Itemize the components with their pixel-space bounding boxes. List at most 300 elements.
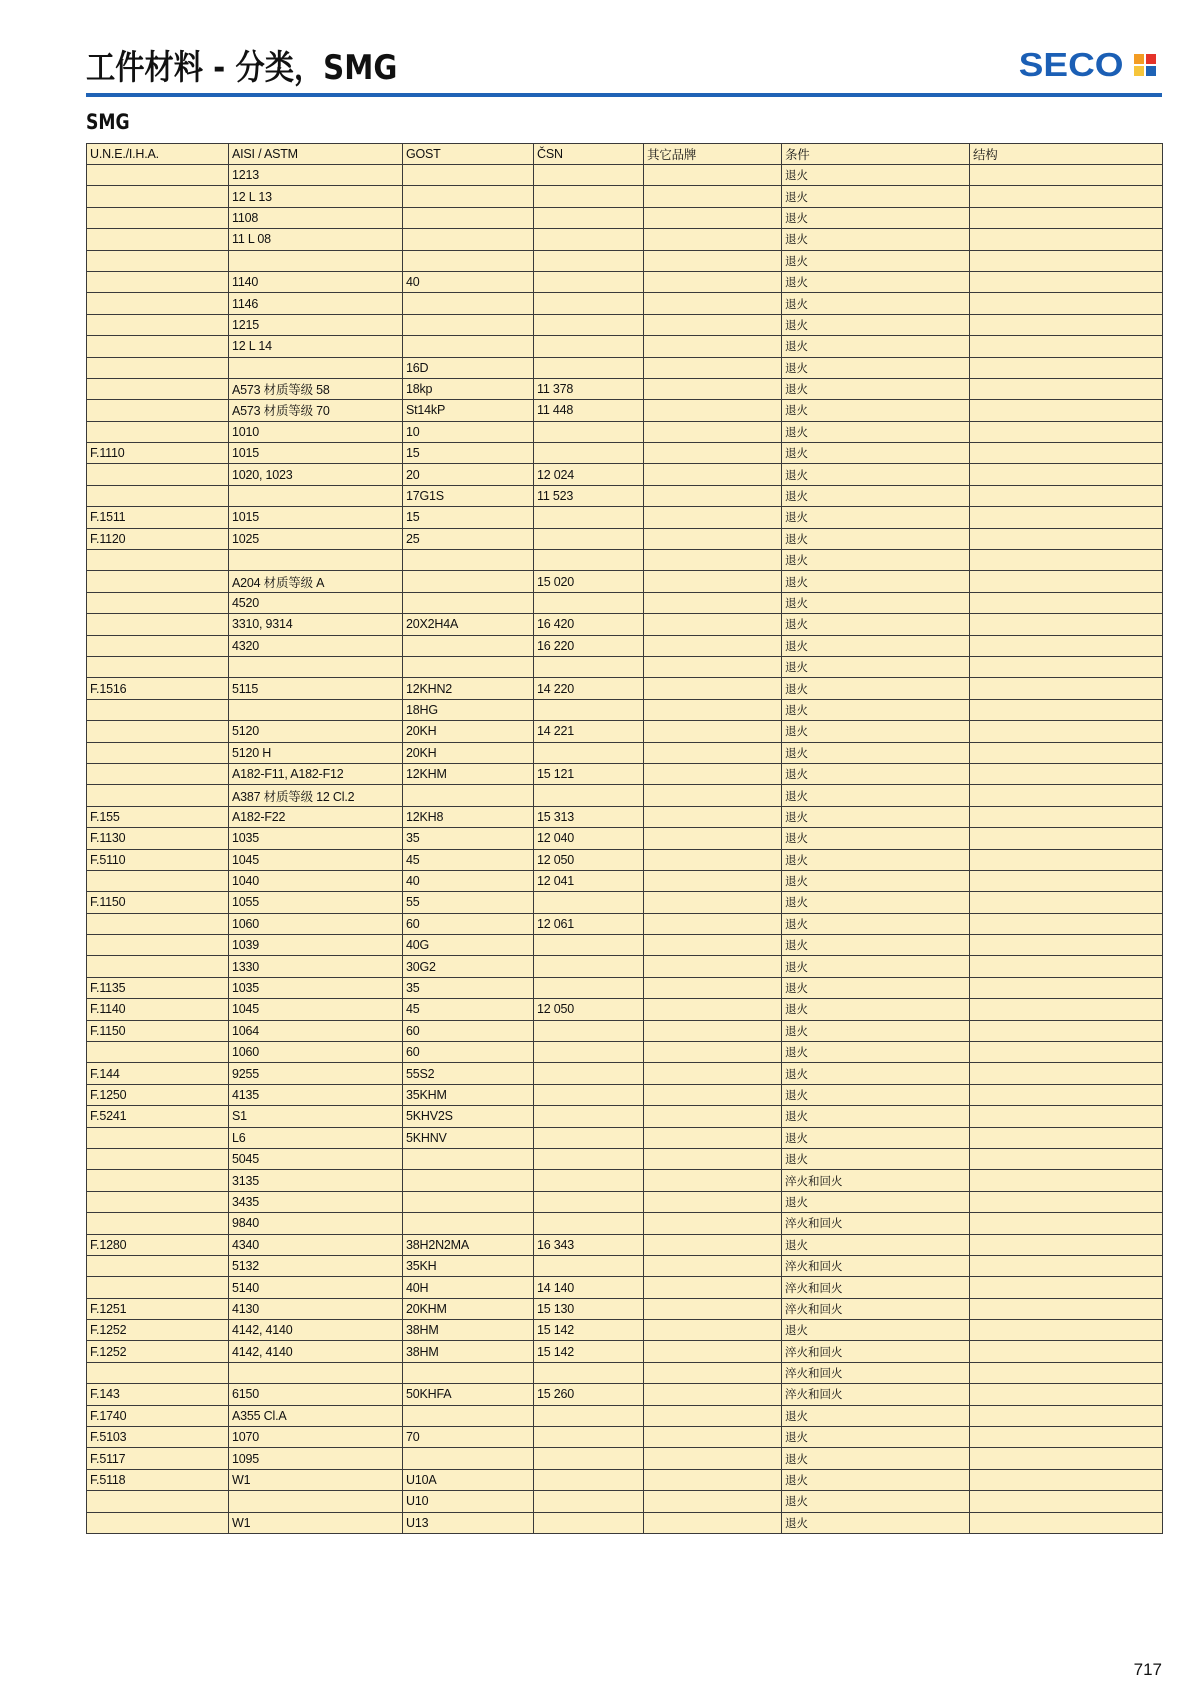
cell-structure bbox=[970, 485, 1163, 506]
cell-une-iha bbox=[87, 165, 229, 186]
cell-structure bbox=[970, 935, 1163, 956]
cell-aisi-astm: 3135 bbox=[229, 1170, 403, 1191]
cell-structure bbox=[970, 956, 1163, 977]
cell-condition: 退火 bbox=[782, 400, 970, 421]
cell-structure bbox=[970, 849, 1163, 870]
cell-gost: 20KH bbox=[403, 721, 534, 742]
cell-other-brand bbox=[644, 977, 782, 998]
table-row bbox=[87, 443, 1163, 464]
logo-mark-icon bbox=[1134, 54, 1156, 76]
cell-other-brand bbox=[644, 165, 782, 186]
cell-csn bbox=[534, 935, 644, 956]
table-row bbox=[87, 1491, 1163, 1512]
table-row bbox=[87, 721, 1163, 742]
cell-other-brand bbox=[644, 336, 782, 357]
cell-other-brand bbox=[644, 721, 782, 742]
cell-condition: 退火 bbox=[782, 678, 970, 699]
cell-une-iha bbox=[87, 400, 229, 421]
cell-other-brand bbox=[644, 528, 782, 549]
cell-condition: 退火 bbox=[782, 357, 970, 378]
cell-structure bbox=[970, 336, 1163, 357]
cell-condition: 退火 bbox=[782, 1491, 970, 1512]
cell-gost bbox=[403, 1170, 534, 1191]
cell-csn: 16 220 bbox=[534, 635, 644, 656]
cell-une-iha bbox=[87, 742, 229, 763]
cell-csn bbox=[534, 229, 644, 250]
cell-aisi-astm: 1040 bbox=[229, 870, 403, 891]
cell-condition: 退火 bbox=[782, 913, 970, 934]
cell-structure bbox=[970, 1491, 1163, 1512]
cell-other-brand bbox=[644, 400, 782, 421]
cell-structure bbox=[970, 1277, 1163, 1298]
cell-aisi-astm: 1140 bbox=[229, 271, 403, 292]
cell-csn bbox=[534, 1213, 644, 1234]
cell-gost bbox=[403, 785, 534, 806]
cell-csn bbox=[534, 1106, 644, 1127]
column-header-other-brand: 其它品牌 bbox=[644, 144, 782, 165]
cell-aisi-astm: 1010 bbox=[229, 421, 403, 442]
cell-aisi-astm: 1215 bbox=[229, 314, 403, 335]
cell-structure bbox=[970, 1191, 1163, 1212]
cell-condition: 退火 bbox=[782, 956, 970, 977]
cell-gost bbox=[403, 186, 534, 207]
cell-other-brand bbox=[644, 1213, 782, 1234]
table-row bbox=[87, 528, 1163, 549]
cell-other-brand bbox=[644, 1084, 782, 1105]
logo-square-3 bbox=[1134, 66, 1144, 76]
cell-csn bbox=[534, 699, 644, 720]
cell-csn bbox=[534, 186, 644, 207]
cell-csn bbox=[534, 207, 644, 228]
cell-structure bbox=[970, 1405, 1163, 1426]
cell-gost: 12KHN2 bbox=[403, 678, 534, 699]
cell-aisi-astm: 5045 bbox=[229, 1148, 403, 1169]
cell-une-iha bbox=[87, 1255, 229, 1276]
cell-other-brand bbox=[644, 742, 782, 763]
cell-gost bbox=[403, 1148, 534, 1169]
cell-csn bbox=[534, 421, 644, 442]
cell-aisi-astm: 3435 bbox=[229, 1191, 403, 1212]
cell-aisi-astm: 1064 bbox=[229, 1020, 403, 1041]
cell-structure bbox=[970, 592, 1163, 613]
cell-other-brand bbox=[644, 1191, 782, 1212]
cell-gost: 45 bbox=[403, 999, 534, 1020]
cell-gost bbox=[403, 635, 534, 656]
cell-structure bbox=[970, 977, 1163, 998]
cell-other-brand bbox=[644, 250, 782, 271]
table-row bbox=[87, 1255, 1163, 1276]
cell-csn bbox=[534, 977, 644, 998]
cell-structure bbox=[970, 1427, 1163, 1448]
cell-csn bbox=[534, 1405, 644, 1426]
cell-gost: 55 bbox=[403, 892, 534, 913]
cell-gost: 18HG bbox=[403, 699, 534, 720]
cell-une-iha bbox=[87, 207, 229, 228]
cell-csn bbox=[534, 1084, 644, 1105]
cell-structure bbox=[970, 678, 1163, 699]
cell-condition: 退火 bbox=[782, 785, 970, 806]
cell-aisi-astm: 4142, 4140 bbox=[229, 1341, 403, 1362]
cell-csn bbox=[534, 1448, 644, 1469]
cell-gost bbox=[403, 1191, 534, 1212]
column-header-condition: 条件 bbox=[782, 144, 970, 165]
cell-csn bbox=[534, 1063, 644, 1084]
cell-other-brand bbox=[644, 635, 782, 656]
cell-structure bbox=[970, 721, 1163, 742]
logo-square-1 bbox=[1134, 54, 1144, 64]
material-classification-table bbox=[86, 143, 1163, 1534]
table-row bbox=[87, 678, 1163, 699]
cell-aisi-astm: 1146 bbox=[229, 293, 403, 314]
cell-condition: 退火 bbox=[782, 550, 970, 571]
table-row bbox=[87, 656, 1163, 677]
cell-condition: 退火 bbox=[782, 250, 970, 271]
table-row bbox=[87, 892, 1163, 913]
cell-aisi-astm: 1039 bbox=[229, 935, 403, 956]
logo-text: SECO bbox=[1019, 46, 1124, 83]
cell-aisi-astm: 1020, 1023 bbox=[229, 464, 403, 485]
cell-aisi-astm: 1060 bbox=[229, 1042, 403, 1063]
cell-gost: 20KH bbox=[403, 742, 534, 763]
table-row bbox=[87, 1148, 1163, 1169]
cell-aisi-astm: S1 bbox=[229, 1106, 403, 1127]
cell-une-iha bbox=[87, 1277, 229, 1298]
cell-structure bbox=[970, 742, 1163, 763]
table-row bbox=[87, 1427, 1163, 1448]
cell-une-iha: F.1150 bbox=[87, 1020, 229, 1041]
cell-condition: 退火 bbox=[782, 443, 970, 464]
cell-condition: 淬火和回火 bbox=[782, 1341, 970, 1362]
cell-other-brand bbox=[644, 956, 782, 977]
cell-condition: 退火 bbox=[782, 1042, 970, 1063]
cell-une-iha: F.1120 bbox=[87, 528, 229, 549]
cell-gost: 38HM bbox=[403, 1320, 534, 1341]
cell-une-iha bbox=[87, 485, 229, 506]
cell-gost: 35KHM bbox=[403, 1084, 534, 1105]
cell-csn bbox=[534, 592, 644, 613]
cell-other-brand bbox=[644, 913, 782, 934]
cell-une-iha: F.144 bbox=[87, 1063, 229, 1084]
cell-une-iha bbox=[87, 1213, 229, 1234]
cell-csn: 15 130 bbox=[534, 1298, 644, 1319]
table-row bbox=[87, 464, 1163, 485]
table-row bbox=[87, 186, 1163, 207]
cell-csn bbox=[534, 1042, 644, 1063]
table-row bbox=[87, 742, 1163, 763]
cell-structure bbox=[970, 550, 1163, 571]
cell-gost: 60 bbox=[403, 913, 534, 934]
cell-structure bbox=[970, 1469, 1163, 1490]
cell-condition: 淬火和回火 bbox=[782, 1255, 970, 1276]
table-row bbox=[87, 592, 1163, 613]
cell-une-iha: F.5103 bbox=[87, 1427, 229, 1448]
cell-aisi-astm bbox=[229, 485, 403, 506]
cell-other-brand bbox=[644, 464, 782, 485]
cell-structure bbox=[970, 635, 1163, 656]
cell-une-iha bbox=[87, 1191, 229, 1212]
cell-aisi-astm bbox=[229, 550, 403, 571]
cell-aisi-astm: 1055 bbox=[229, 892, 403, 913]
table-row bbox=[87, 1042, 1163, 1063]
cell-aisi-astm: 1213 bbox=[229, 165, 403, 186]
cell-condition: 退火 bbox=[782, 656, 970, 677]
cell-aisi-astm: 1330 bbox=[229, 956, 403, 977]
cell-gost: 50KHFA bbox=[403, 1384, 534, 1405]
cell-csn: 15 313 bbox=[534, 806, 644, 827]
cell-condition: 退火 bbox=[782, 1448, 970, 1469]
table-row bbox=[87, 400, 1163, 421]
table-row bbox=[87, 1063, 1163, 1084]
cell-une-iha: F.5118 bbox=[87, 1469, 229, 1490]
cell-condition: 退火 bbox=[782, 592, 970, 613]
cell-structure bbox=[970, 271, 1163, 292]
cell-une-iha bbox=[87, 656, 229, 677]
table-row bbox=[87, 1234, 1163, 1255]
cell-gost bbox=[403, 314, 534, 335]
cell-condition: 退火 bbox=[782, 464, 970, 485]
cell-condition: 退火 bbox=[782, 528, 970, 549]
cell-aisi-astm: A573 材质等级 70 bbox=[229, 400, 403, 421]
table-row bbox=[87, 977, 1163, 998]
cell-csn: 14 221 bbox=[534, 721, 644, 742]
cell-condition: 退火 bbox=[782, 1063, 970, 1084]
cell-csn: 14 140 bbox=[534, 1277, 644, 1298]
table-row bbox=[87, 614, 1163, 635]
cell-structure bbox=[970, 357, 1163, 378]
cell-other-brand bbox=[644, 1106, 782, 1127]
cell-aisi-astm: A355 Cl.A bbox=[229, 1405, 403, 1426]
cell-une-iha: F.1252 bbox=[87, 1320, 229, 1341]
cell-other-brand bbox=[644, 1063, 782, 1084]
cell-une-iha bbox=[87, 464, 229, 485]
cell-csn bbox=[534, 165, 644, 186]
cell-condition: 退火 bbox=[782, 1191, 970, 1212]
cell-condition: 退火 bbox=[782, 229, 970, 250]
cell-structure bbox=[970, 250, 1163, 271]
cell-structure bbox=[970, 1063, 1163, 1084]
cell-structure bbox=[970, 763, 1163, 784]
cell-other-brand bbox=[644, 1127, 782, 1148]
cell-gost: 20 bbox=[403, 464, 534, 485]
cell-gost bbox=[403, 571, 534, 592]
table-row bbox=[87, 207, 1163, 228]
cell-other-brand bbox=[644, 592, 782, 613]
table-row bbox=[87, 1084, 1163, 1105]
cell-structure bbox=[970, 1148, 1163, 1169]
cell-gost: 35 bbox=[403, 977, 534, 998]
cell-structure bbox=[970, 229, 1163, 250]
cell-structure bbox=[970, 1320, 1163, 1341]
table-row bbox=[87, 999, 1163, 1020]
cell-csn: 12 041 bbox=[534, 870, 644, 891]
cell-condition: 退火 bbox=[782, 336, 970, 357]
cell-une-iha bbox=[87, 250, 229, 271]
cell-une-iha bbox=[87, 592, 229, 613]
cell-other-brand bbox=[644, 870, 782, 891]
cell-other-brand bbox=[644, 828, 782, 849]
table-row bbox=[87, 1020, 1163, 1041]
cell-aisi-astm bbox=[229, 656, 403, 677]
cell-other-brand bbox=[644, 678, 782, 699]
cell-csn: 12 050 bbox=[534, 849, 644, 870]
cell-csn bbox=[534, 550, 644, 571]
cell-condition: 退火 bbox=[782, 271, 970, 292]
cell-structure bbox=[970, 828, 1163, 849]
table-body bbox=[87, 165, 1163, 1534]
cell-aisi-astm bbox=[229, 357, 403, 378]
cell-gost bbox=[403, 656, 534, 677]
cell-gost: U13 bbox=[403, 1512, 534, 1533]
cell-une-iha bbox=[87, 229, 229, 250]
cell-other-brand bbox=[644, 935, 782, 956]
table-row bbox=[87, 870, 1163, 891]
cell-condition: 退火 bbox=[782, 1320, 970, 1341]
cell-condition: 退火 bbox=[782, 614, 970, 635]
table-row bbox=[87, 1320, 1163, 1341]
cell-csn: 15 121 bbox=[534, 763, 644, 784]
cell-gost bbox=[403, 1362, 534, 1383]
header-rule bbox=[86, 93, 1162, 97]
cell-gost: 12KHM bbox=[403, 763, 534, 784]
cell-une-iha: F.1740 bbox=[87, 1405, 229, 1426]
cell-condition: 退火 bbox=[782, 293, 970, 314]
cell-other-brand bbox=[644, 1170, 782, 1191]
cell-condition: 退火 bbox=[782, 1127, 970, 1148]
cell-gost bbox=[403, 1448, 534, 1469]
cell-gost: 35 bbox=[403, 828, 534, 849]
table-row bbox=[87, 828, 1163, 849]
cell-condition: 退火 bbox=[782, 1106, 970, 1127]
cell-csn: 16 343 bbox=[534, 1234, 644, 1255]
cell-csn: 16 420 bbox=[534, 614, 644, 635]
cell-other-brand bbox=[644, 1234, 782, 1255]
cell-aisi-astm: A182-F11, A182-F12 bbox=[229, 763, 403, 784]
cell-aisi-astm: A204 材质等级 A bbox=[229, 571, 403, 592]
cell-other-brand bbox=[644, 1469, 782, 1490]
cell-une-iha bbox=[87, 378, 229, 399]
cell-other-brand bbox=[644, 849, 782, 870]
cell-gost: 40 bbox=[403, 271, 534, 292]
table-row bbox=[87, 1448, 1163, 1469]
cell-gost: 10 bbox=[403, 421, 534, 442]
column-header-csn: ČSN bbox=[534, 144, 644, 165]
cell-aisi-astm: 1045 bbox=[229, 849, 403, 870]
cell-structure bbox=[970, 1341, 1163, 1362]
cell-une-iha: F.1135 bbox=[87, 977, 229, 998]
cell-aisi-astm: W1 bbox=[229, 1512, 403, 1533]
cell-gost: 55S2 bbox=[403, 1063, 534, 1084]
cell-aisi-astm bbox=[229, 250, 403, 271]
cell-csn bbox=[534, 1191, 644, 1212]
cell-aisi-astm: 1108 bbox=[229, 207, 403, 228]
cell-gost bbox=[403, 207, 534, 228]
table-header-row bbox=[87, 144, 1163, 165]
cell-gost bbox=[403, 550, 534, 571]
cell-aisi-astm: 4142, 4140 bbox=[229, 1320, 403, 1341]
cell-structure bbox=[970, 656, 1163, 677]
cell-csn: 15 260 bbox=[534, 1384, 644, 1405]
cell-condition: 退火 bbox=[782, 1148, 970, 1169]
cell-une-iha bbox=[87, 550, 229, 571]
cell-csn bbox=[534, 785, 644, 806]
cell-structure bbox=[970, 870, 1163, 891]
cell-une-iha: F.1130 bbox=[87, 828, 229, 849]
cell-condition: 淬火和回火 bbox=[782, 1213, 970, 1234]
cell-csn bbox=[534, 314, 644, 335]
cell-other-brand bbox=[644, 1042, 782, 1063]
cell-aisi-astm: 1070 bbox=[229, 1427, 403, 1448]
cell-aisi-astm: 4520 bbox=[229, 592, 403, 613]
cell-une-iha bbox=[87, 913, 229, 934]
cell-aisi-astm: 1095 bbox=[229, 1448, 403, 1469]
cell-aisi-astm: 11 L 08 bbox=[229, 229, 403, 250]
cell-other-brand bbox=[644, 1298, 782, 1319]
table-row bbox=[87, 1277, 1163, 1298]
table-row bbox=[87, 913, 1163, 934]
cell-csn bbox=[534, 656, 644, 677]
cell-csn bbox=[534, 528, 644, 549]
cell-condition: 退火 bbox=[782, 828, 970, 849]
cell-condition: 淬火和回火 bbox=[782, 1277, 970, 1298]
cell-structure bbox=[970, 1362, 1163, 1383]
cell-csn bbox=[534, 507, 644, 528]
cell-condition: 退火 bbox=[782, 165, 970, 186]
cell-condition: 退火 bbox=[782, 1234, 970, 1255]
cell-condition: 淬火和回火 bbox=[782, 1298, 970, 1319]
column-header-gost: GOST bbox=[403, 144, 534, 165]
cell-condition: 退火 bbox=[782, 571, 970, 592]
cell-csn: 11 448 bbox=[534, 400, 644, 421]
cell-other-brand bbox=[644, 1320, 782, 1341]
cell-other-brand bbox=[644, 763, 782, 784]
cell-une-iha: F.5117 bbox=[87, 1448, 229, 1469]
cell-csn: 12 024 bbox=[534, 464, 644, 485]
cell-condition: 退火 bbox=[782, 849, 970, 870]
table-row bbox=[87, 763, 1163, 784]
cell-aisi-astm: 1015 bbox=[229, 443, 403, 464]
cell-structure bbox=[970, 528, 1163, 549]
cell-structure bbox=[970, 165, 1163, 186]
cell-condition: 退火 bbox=[782, 507, 970, 528]
table-row bbox=[87, 1405, 1163, 1426]
cell-structure bbox=[970, 421, 1163, 442]
cell-condition: 退火 bbox=[782, 721, 970, 742]
cell-gost: 5KHV2S bbox=[403, 1106, 534, 1127]
cell-aisi-astm: L6 bbox=[229, 1127, 403, 1148]
cell-gost: 5KHNV bbox=[403, 1127, 534, 1148]
cell-une-iha bbox=[87, 357, 229, 378]
cell-gost: 38H2N2MA bbox=[403, 1234, 534, 1255]
table-row bbox=[87, 550, 1163, 571]
cell-aisi-astm: 3310, 9314 bbox=[229, 614, 403, 635]
table-row bbox=[87, 849, 1163, 870]
cell-other-brand bbox=[644, 485, 782, 506]
cell-aisi-astm: 1015 bbox=[229, 507, 403, 528]
table-row bbox=[87, 699, 1163, 720]
cell-une-iha bbox=[87, 1042, 229, 1063]
table-row bbox=[87, 1298, 1163, 1319]
cell-csn bbox=[534, 336, 644, 357]
cell-structure bbox=[970, 913, 1163, 934]
cell-gost bbox=[403, 293, 534, 314]
cell-aisi-astm: 1060 bbox=[229, 913, 403, 934]
cell-csn bbox=[534, 892, 644, 913]
table-row bbox=[87, 1106, 1163, 1127]
cell-csn bbox=[534, 1020, 644, 1041]
table-row bbox=[87, 806, 1163, 827]
table-row bbox=[87, 421, 1163, 442]
table-row bbox=[87, 378, 1163, 399]
